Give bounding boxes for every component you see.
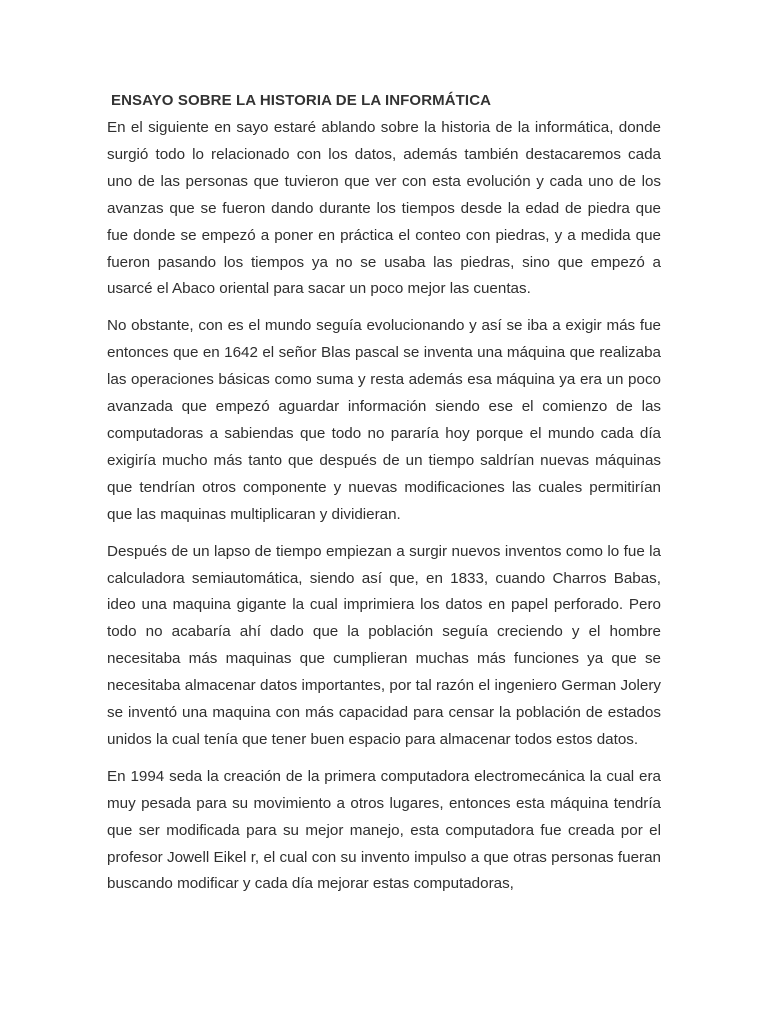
document-title: ENSAYO SOBRE LA HISTORIA DE LA INFORMÁTICA: [111, 92, 492, 109]
paragraph-2: No obstante, con es el mundo seguía evolucionando y así se iba a exigir más fue entonces que en 1642 el señor Blas pascal se inventa una máquina que realizaba las operaciones básicas como suma y resta además esa máquina ya era un poco avanzada que empezó aguardar información siendo ese el comienzo de las computadoras a sabiendas que todo no pararía hoy porque el mundo cada día exigiría mucho más tanto que después de un tiempo saldrían nuevas máquinas que tendrían otros componente y nuevas modificaciones las cuales permitirían que las maquinas multiplicaran y dividieran.: [107, 317, 661, 523]
paragraph-3: Después de un lapso de tiempo empiezan a surgir nuevos inventos como lo fue la calculadora semiautomática, siendo así que, en 1833, cuando Charros Babas, ideo una maquina gigante la cual imprimiera los datos en papel perforado. Pero todo no acabaría ahí dado que la población seguía creciendo y el hombre necesitaba más maquinas que cumplieran muchas más funciones ya que se necesitaba almacenar datos importantes, por tal razón el ingeniero German Jolery se inventó una maquina con más capacidad para censar la población de estados unidos la cual tenía que tener buen espacio para almacenar todos estos datos.: [107, 542, 661, 748]
paragraph-4: En 1994 seda la creación de la primera computadora electromecánica la cual era muy pesada para su movimiento a otros lugares, entonces esta máquina tendría que ser modificada para su mejor manejo, esta computadora fue creada por el profesor Jowell Eikel r, el cual con su invento impulso a que otras personas fueran buscando modificar y cada día mejorar estas computadoras,: [107, 767, 661, 893]
document-page: [107, 88, 661, 908]
paragraph-1: En el siguiente en sayo estaré ablando sobre la historia de la informática, donde surgió todo lo relacionado con los datos, además también destacaremos cada uno de las personas que tuvieron que ver con esta evolución y cada uno de los avanzas que se fueron dando durante los tiempos desde la edad de piedra que fue donde se empezó a poner en práctica el conteo con piedras, y a medida que fueron pasando los tiempos ya no se usaba las piedras, sino que empezó a usarcé el Abaco oriental para sacar un poco mejor las cuentas.: [107, 119, 661, 298]
